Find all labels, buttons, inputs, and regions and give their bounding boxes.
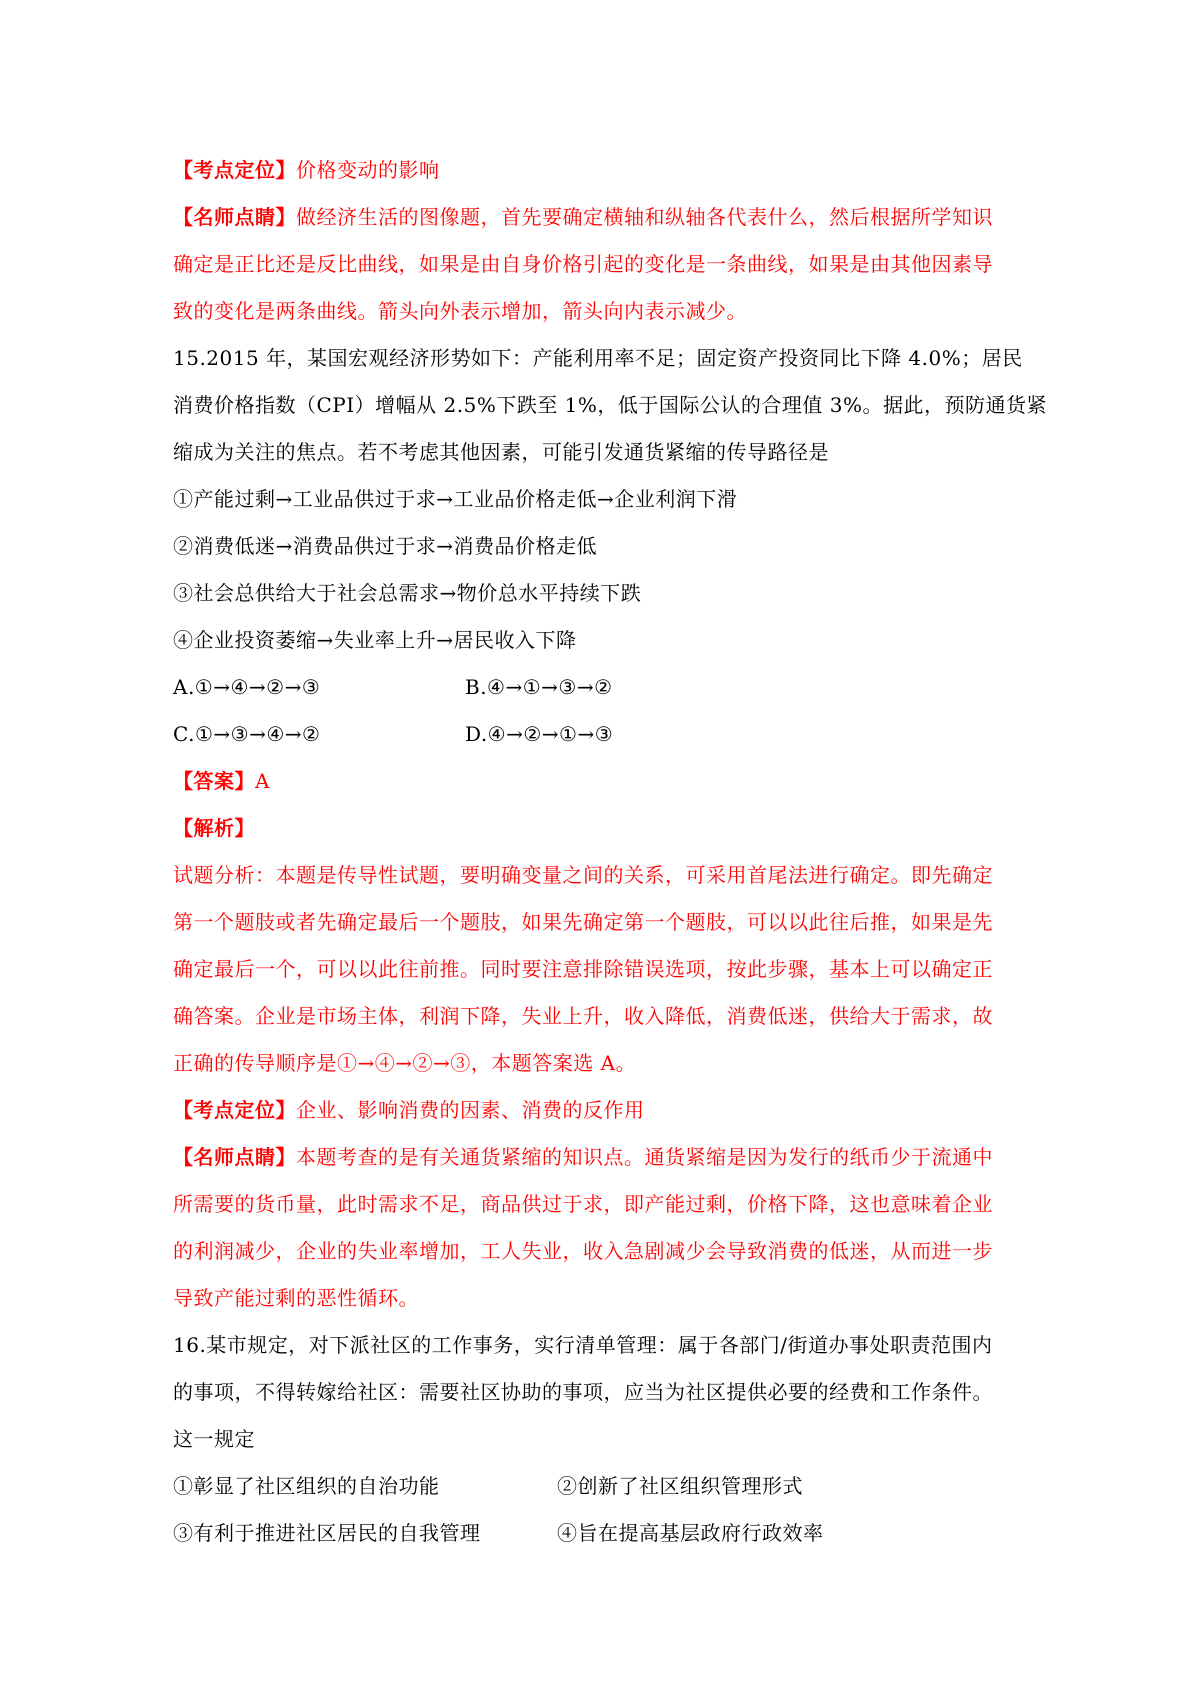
statement-item-3: ③社会总供给大于社会总需求→物价总水平持续下跌 bbox=[173, 581, 642, 605]
statement-item-1: ①彰显了社区组织的自治功能 bbox=[173, 1474, 440, 1498]
mingshi-text: 导致产能过剩的恶性循环。 bbox=[173, 1286, 419, 1310]
kaodian-line-1 bbox=[173, 157, 440, 183]
analysis-text: 试题分析：本题是传导性试题，要明确变量之间的关系，可采用首尾法进行确定。即先确定 bbox=[173, 863, 993, 887]
mingshi-text: 做经济生活的图像题，首先要确定横轴和纵轴各代表什么，然后根据所学知识 bbox=[296, 205, 993, 229]
statement-item-2: ②创新了社区组织管理形式 bbox=[557, 1474, 803, 1498]
mingshi-text: 确定是正比还是反比曲线，如果是由自身价格引起的变化是一条曲线，如果是由其他因素导 bbox=[173, 252, 993, 276]
question-stem: 这一规定 bbox=[173, 1427, 255, 1451]
statement-item-4: ④企业投资萎缩→失业率上升→居民收入下降 bbox=[173, 628, 577, 652]
option-a: A.①→④→②→③ bbox=[173, 675, 321, 699]
mingshi-text: 的利润减少，企业的失业率增加，工人失业，收入急剧减少会导致消费的低迷，从而进一步 bbox=[173, 1239, 993, 1263]
option-b: B.④→①→③→② bbox=[465, 675, 613, 699]
kaodian-tag: 【考点定位】 bbox=[173, 158, 296, 182]
answer-tag: 【答案】 bbox=[173, 769, 255, 793]
kaodian-text: 企业、影响消费的因素、消费的反作用 bbox=[296, 1098, 645, 1122]
analysis-text: 正确的传导顺序是①→④→②→③，本题答案选 A。 bbox=[173, 1051, 637, 1075]
mingshi-line-2 bbox=[173, 1144, 993, 1170]
option-c: C.①→③→④→② bbox=[173, 722, 321, 746]
analysis-text: 确定最后一个，可以以此往前推。同时要注意排除错误选项，按此步骤，基本上可以确定正 bbox=[173, 957, 993, 981]
question-stem: 15.2015 年，某国宏观经济形势如下：产能利用率不足；固定资产投资同比下降 4.0%；居民 bbox=[173, 346, 1023, 370]
statement-item-3: ③有利于推进社区居民的自我管理 bbox=[173, 1521, 481, 1545]
statement-item-1: ①产能过剩→工业品供过于求→工业品价格走低→企业利润下滑 bbox=[173, 487, 738, 511]
answer-line bbox=[173, 768, 270, 794]
mingshi-tag: 【名师点睛】 bbox=[173, 205, 296, 229]
analysis-text: 确答案。企业是市场主体，利润下降，失业上升，收入降低，消费低迷，供给大于需求，故 bbox=[173, 1004, 993, 1028]
question-stem: 消费价格指数（CPI）增幅从 2.5%下跌至 1%，低于国际公认的合理值 3%。据此，预防通货紧 bbox=[173, 393, 1047, 417]
kaodian-tag: 【考点定位】 bbox=[173, 1098, 296, 1122]
mingshi-text: 本题考查的是有关通货紧缩的知识点。通货紧缩是因为发行的纸币少于流通中 bbox=[296, 1145, 993, 1169]
statement-item-4: ④旨在提高基层政府行政效率 bbox=[557, 1521, 824, 1545]
analysis-text: 第一个题肢或者先确定最后一个题肢，如果先确定第一个题肢，可以以此往后推，如果是先 bbox=[173, 910, 993, 934]
statement-item-2: ②消费低迷→消费品供过于求→消费品价格走低 bbox=[173, 534, 598, 558]
jiexi-line bbox=[173, 815, 255, 841]
question-stem: 的事项，不得转嫁给社区：需要社区协助的事项，应当为社区提供必要的经费和工作条件。 bbox=[173, 1380, 993, 1404]
mingshi-tag: 【名师点睛】 bbox=[173, 1145, 296, 1169]
jiexi-tag: 【解析】 bbox=[173, 816, 255, 840]
option-d: D.④→②→①→③ bbox=[465, 722, 614, 746]
question-stem: 缩成为关注的焦点。若不考虑其他因素，可能引发通货紧缩的传导路径是 bbox=[173, 440, 829, 464]
question-stem: 16.某市规定，对下派社区的工作事务，实行清单管理：属于各部门/街道办事处职责范围内 bbox=[173, 1333, 993, 1357]
kaodian-line-2 bbox=[173, 1097, 645, 1123]
kaodian-text: 价格变动的影响 bbox=[296, 158, 440, 182]
mingshi-line-1 bbox=[173, 204, 993, 230]
mingshi-text: 致的变化是两条曲线。箭头向外表示增加，箭头向内表示减少。 bbox=[173, 299, 747, 323]
answer-value: A bbox=[255, 769, 270, 793]
mingshi-text: 所需要的货币量，此时需求不足，商品供过于求，即产能过剩，价格下降，这也意味着企业 bbox=[173, 1192, 993, 1216]
